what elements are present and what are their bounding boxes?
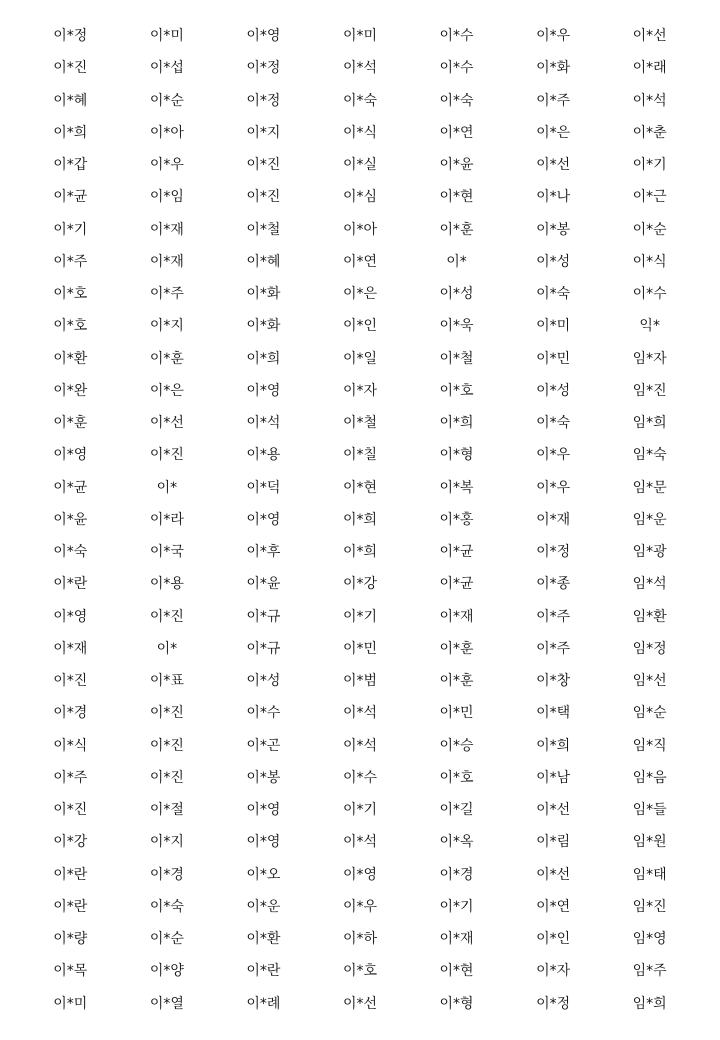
name-cell: 이*형 <box>439 447 474 464</box>
name-cell: 이*영 <box>246 382 281 399</box>
name-cell: 이*강 <box>342 576 377 593</box>
name-cell: 이*호 <box>439 769 474 786</box>
name-cell: 이*수 <box>439 28 474 45</box>
name-cell: 이*철 <box>342 415 377 432</box>
name-cell: 이*규 <box>246 640 281 657</box>
name-cell: 임*진 <box>632 898 667 915</box>
name-cell: 이*정 <box>53 28 88 45</box>
name-cell: 이*란 <box>53 576 88 593</box>
name-cell: 이*택 <box>536 705 571 722</box>
name-cell: 이*호 <box>439 382 474 399</box>
name-cell: 임*직 <box>632 737 667 754</box>
name-cell: 이*희 <box>53 124 88 141</box>
name-list-body <box>22 20 698 1020</box>
name-cell: 이*근 <box>632 189 667 206</box>
name-cell: 이*기 <box>632 157 667 174</box>
name-cell: 이*인 <box>536 931 571 948</box>
name-cell: 이*순 <box>632 221 667 238</box>
name-cell: 이*주 <box>536 608 571 625</box>
name-cell: 이*은 <box>536 124 571 141</box>
name-cell: 이*래 <box>632 60 667 77</box>
name-cell: 이*균 <box>439 576 474 593</box>
name-cell: 이*숙 <box>149 898 184 915</box>
name-cell: 이*숙 <box>53 544 88 561</box>
name-cell: 이*완 <box>53 382 88 399</box>
name-cell: 이*화 <box>246 318 281 335</box>
name-cell: 이*자 <box>536 963 571 980</box>
name-cell: 임*환 <box>632 608 667 625</box>
name-cell: 이*심 <box>342 189 377 206</box>
name-cell: 이*우 <box>536 447 571 464</box>
name-row <box>22 214 698 246</box>
name-cell: 이*희 <box>439 415 474 432</box>
name-cell: 이*수 <box>342 769 377 786</box>
name-cell: 이*덕 <box>246 479 281 496</box>
name-cell: 이*민 <box>536 350 571 367</box>
name-cell: 이*표 <box>149 673 184 690</box>
name-cell: 이*균 <box>53 479 88 496</box>
name-cell: 이*지 <box>246 124 281 141</box>
name-cell: 이*윤 <box>246 576 281 593</box>
name-cell: 임*들 <box>632 802 667 819</box>
name-row <box>22 504 698 536</box>
name-cell: 이*은 <box>342 286 377 303</box>
name-cell: 이*석 <box>342 834 377 851</box>
name-row <box>22 20 698 52</box>
name-cell: 이*곤 <box>246 737 281 754</box>
name-cell: 이*아 <box>342 221 377 238</box>
name-cell: 이*연 <box>342 253 377 270</box>
name-cell: 이*숙 <box>439 92 474 109</box>
name-cell: 이*영 <box>246 511 281 528</box>
name-cell: 이*정 <box>536 544 571 561</box>
name-cell: 이*라 <box>149 511 184 528</box>
name-row <box>22 665 698 697</box>
name-cell: 이*진 <box>149 705 184 722</box>
name-cell: 이*진 <box>149 769 184 786</box>
name-cell: 이*섭 <box>149 60 184 77</box>
name-cell: 이*연 <box>536 898 571 915</box>
name-row <box>22 149 698 181</box>
name-row <box>22 181 698 213</box>
name-cell: 이*림 <box>536 834 571 851</box>
name-cell: 이*옥 <box>439 834 474 851</box>
name-cell: 이*호 <box>53 286 88 303</box>
name-cell: 이*기 <box>342 608 377 625</box>
name-cell: 이*영 <box>246 834 281 851</box>
name-cell: 이*성 <box>439 286 474 303</box>
name-cell: 이*정 <box>536 995 571 1012</box>
name-cell: 이*임 <box>149 189 184 206</box>
name-row <box>22 730 698 762</box>
name-cell: 이*희 <box>536 737 571 754</box>
name-cell: 이*영 <box>53 608 88 625</box>
name-row <box>22 826 698 858</box>
name-cell: 임*정 <box>632 640 667 657</box>
name-cell: 이*호 <box>53 318 88 335</box>
name-row <box>22 859 698 891</box>
name-cell: 이*선 <box>536 157 571 174</box>
name-cell: 이*나 <box>536 189 571 206</box>
name-cell: 이*선 <box>536 866 571 883</box>
name-cell: 이*진 <box>53 673 88 690</box>
name-cell: 이*경 <box>149 866 184 883</box>
name-cell: 이* <box>156 479 178 496</box>
name-cell: 이*석 <box>246 415 281 432</box>
name-cell: 임*진 <box>632 382 667 399</box>
name-cell: 이*기 <box>342 802 377 819</box>
name-cell: 이*영 <box>53 447 88 464</box>
name-cell: 이*란 <box>53 898 88 915</box>
name-cell: 이*민 <box>342 640 377 657</box>
name-cell: 이*봉 <box>536 221 571 238</box>
name-cell: 이*윤 <box>439 157 474 174</box>
name-cell: 이*열 <box>149 995 184 1012</box>
name-cell: 이*재 <box>536 511 571 528</box>
name-cell: 이*윤 <box>53 511 88 528</box>
name-cell: 이*칠 <box>342 447 377 464</box>
name-cell: 이*경 <box>439 866 474 883</box>
name-row <box>22 246 698 278</box>
name-cell: 이*현 <box>439 189 474 206</box>
name-row <box>22 343 698 375</box>
name-cell: 이*절 <box>149 802 184 819</box>
name-cell: 이*진 <box>53 802 88 819</box>
name-cell: 이*규 <box>246 608 281 625</box>
name-cell: 이*철 <box>439 350 474 367</box>
name-cell: 이*우 <box>536 479 571 496</box>
name-cell: 임*숙 <box>632 447 667 464</box>
name-cell: 이*미 <box>149 28 184 45</box>
name-cell: 임*순 <box>632 705 667 722</box>
name-cell: 임*광 <box>632 544 667 561</box>
name-row <box>22 891 698 923</box>
name-cell: 이*은 <box>149 382 184 399</box>
name-cell: 이*선 <box>632 28 667 45</box>
name-cell: 이*석 <box>342 705 377 722</box>
name-cell: 임*태 <box>632 866 667 883</box>
name-cell: 이*희 <box>342 544 377 561</box>
name-cell: 이*승 <box>439 737 474 754</box>
name-row <box>22 762 698 794</box>
name-cell: 이*재 <box>439 608 474 625</box>
name-cell: 이* <box>156 640 178 657</box>
name-cell: 이*국 <box>149 544 184 561</box>
name-cell: 임*영 <box>632 931 667 948</box>
name-cell: 이*영 <box>342 866 377 883</box>
name-cell: 이*주 <box>536 92 571 109</box>
name-cell: 이*용 <box>246 447 281 464</box>
name-cell: 이*창 <box>536 673 571 690</box>
name-cell: 이*미 <box>536 318 571 335</box>
name-cell: 이*기 <box>439 898 474 915</box>
name-cell: 이*수 <box>439 60 474 77</box>
name-cell: 이*복 <box>439 479 474 496</box>
name-cell: 이*재 <box>53 640 88 657</box>
name-cell: 이*란 <box>246 963 281 980</box>
name-cell: 임*원 <box>632 834 667 851</box>
name-cell: 이*미 <box>53 995 88 1012</box>
name-cell: 이*란 <box>53 866 88 883</box>
name-row <box>22 697 698 729</box>
name-cell: 이*재 <box>149 253 184 270</box>
name-cell: 이*재 <box>439 931 474 948</box>
name-cell: 임*음 <box>632 769 667 786</box>
name-cell: 이*성 <box>536 382 571 399</box>
name-cell: 이*형 <box>439 995 474 1012</box>
name-cell: 이*석 <box>342 60 377 77</box>
name-cell: 이*주 <box>53 253 88 270</box>
name-cell: 이*진 <box>246 189 281 206</box>
name-cell: 이*훈 <box>439 221 474 238</box>
name-cell: 이*정 <box>246 60 281 77</box>
name-cell: 이*범 <box>342 673 377 690</box>
name-list-table <box>22 20 698 1020</box>
name-cell: 이*숙 <box>536 286 571 303</box>
name-cell: 이*영 <box>246 28 281 45</box>
name-cell: 이*하 <box>342 931 377 948</box>
name-cell: 이*수 <box>632 286 667 303</box>
name-row <box>22 439 698 471</box>
name-cell: 이*식 <box>342 124 377 141</box>
name-cell: 이*진 <box>149 737 184 754</box>
name-row <box>22 568 698 600</box>
name-cell: 이*석 <box>342 737 377 754</box>
name-cell: 이*양 <box>149 963 184 980</box>
name-cell: 이*훈 <box>439 640 474 657</box>
name-cell: 이*운 <box>246 898 281 915</box>
name-cell: 임*선 <box>632 673 667 690</box>
name-cell: 이*욱 <box>439 318 474 335</box>
name-cell: 이*선 <box>342 995 377 1012</box>
name-row <box>22 988 698 1020</box>
name-row <box>22 633 698 665</box>
name-cell: 이*훈 <box>439 673 474 690</box>
name-cell: 이*기 <box>53 221 88 238</box>
name-cell: 임*희 <box>632 415 667 432</box>
name-cell: 이*정 <box>246 92 281 109</box>
name-row <box>22 52 698 84</box>
name-cell: 임*문 <box>632 479 667 496</box>
name-row <box>22 601 698 633</box>
name-cell: 이*훈 <box>53 415 88 432</box>
name-cell: 이*환 <box>246 931 281 948</box>
name-cell: 이*순 <box>149 931 184 948</box>
name-row <box>22 472 698 504</box>
name-row <box>22 310 698 342</box>
name-cell: 이* <box>446 253 467 270</box>
name-row <box>22 794 698 826</box>
name-cell: 이*주 <box>536 640 571 657</box>
name-cell: 익* <box>639 318 660 335</box>
name-cell: 이*진 <box>149 447 184 464</box>
name-cell: 이*미 <box>342 28 377 45</box>
name-cell: 임*운 <box>632 511 667 528</box>
name-cell: 이*용 <box>149 576 184 593</box>
name-cell: 이*지 <box>149 834 184 851</box>
name-cell: 이*우 <box>149 157 184 174</box>
name-cell: 이*식 <box>632 253 667 270</box>
name-cell: 이*성 <box>536 253 571 270</box>
name-cell: 이*후 <box>246 544 281 561</box>
name-cell: 임*희 <box>632 995 667 1012</box>
name-cell: 이*수 <box>246 705 281 722</box>
name-cell: 이*희 <box>342 511 377 528</box>
name-cell: 임*주 <box>632 963 667 980</box>
name-cell: 이*례 <box>246 995 281 1012</box>
name-cell: 이*지 <box>149 318 184 335</box>
name-row <box>22 923 698 955</box>
name-cell: 임*석 <box>632 576 667 593</box>
name-cell: 이*진 <box>53 60 88 77</box>
name-cell: 이*현 <box>439 963 474 980</box>
name-cell: 이*남 <box>536 769 571 786</box>
name-cell: 이*종 <box>536 576 571 593</box>
name-cell: 이*갑 <box>53 157 88 174</box>
name-row <box>22 536 698 568</box>
name-cell: 이*혜 <box>246 253 281 270</box>
name-cell: 임*자 <box>632 350 667 367</box>
name-cell: 이*아 <box>149 124 184 141</box>
name-cell: 이*강 <box>53 834 88 851</box>
name-row <box>22 85 698 117</box>
name-cell: 이*량 <box>53 931 88 948</box>
name-cell: 이*숙 <box>536 415 571 432</box>
name-row <box>22 278 698 310</box>
name-cell: 이*일 <box>342 350 377 367</box>
name-cell: 이*봉 <box>246 769 281 786</box>
name-cell: 이*환 <box>53 350 88 367</box>
name-row <box>22 407 698 439</box>
name-cell: 이*식 <box>53 737 88 754</box>
name-cell: 이*화 <box>536 60 571 77</box>
name-cell: 이*우 <box>536 28 571 45</box>
name-cell: 이*현 <box>342 479 377 496</box>
name-cell: 이*희 <box>246 350 281 367</box>
name-cell: 이*목 <box>53 963 88 980</box>
name-cell: 이*진 <box>246 157 281 174</box>
name-cell: 이*실 <box>342 157 377 174</box>
name-cell: 이*숙 <box>342 92 377 109</box>
name-cell: 이*영 <box>246 802 281 819</box>
name-cell: 이*홍 <box>439 511 474 528</box>
name-cell: 이*우 <box>342 898 377 915</box>
name-cell: 이*주 <box>53 769 88 786</box>
name-cell: 이*석 <box>632 92 667 109</box>
name-cell: 이*연 <box>439 124 474 141</box>
name-cell: 이*주 <box>149 286 184 303</box>
name-cell: 이*자 <box>342 382 377 399</box>
name-cell: 이*진 <box>149 608 184 625</box>
name-row <box>22 375 698 407</box>
name-cell: 이*균 <box>53 189 88 206</box>
name-cell: 이*재 <box>149 221 184 238</box>
name-row <box>22 955 698 987</box>
name-row <box>22 117 698 149</box>
name-cell: 이*화 <box>246 286 281 303</box>
name-cell: 이*성 <box>246 673 281 690</box>
name-cell: 이*훈 <box>149 350 184 367</box>
name-cell: 이*혜 <box>53 92 88 109</box>
name-cell: 이*선 <box>536 802 571 819</box>
name-cell: 이*경 <box>53 705 88 722</box>
name-cell: 이*철 <box>246 221 281 238</box>
name-cell: 이*선 <box>149 415 184 432</box>
name-cell: 이*오 <box>246 866 281 883</box>
name-cell: 이*길 <box>439 802 474 819</box>
name-cell: 이*순 <box>149 92 184 109</box>
name-cell: 이*춘 <box>632 124 667 141</box>
name-cell: 이*민 <box>439 705 474 722</box>
name-cell: 이*균 <box>439 544 474 561</box>
name-cell: 이*인 <box>342 318 377 335</box>
name-cell: 이*호 <box>342 963 377 980</box>
